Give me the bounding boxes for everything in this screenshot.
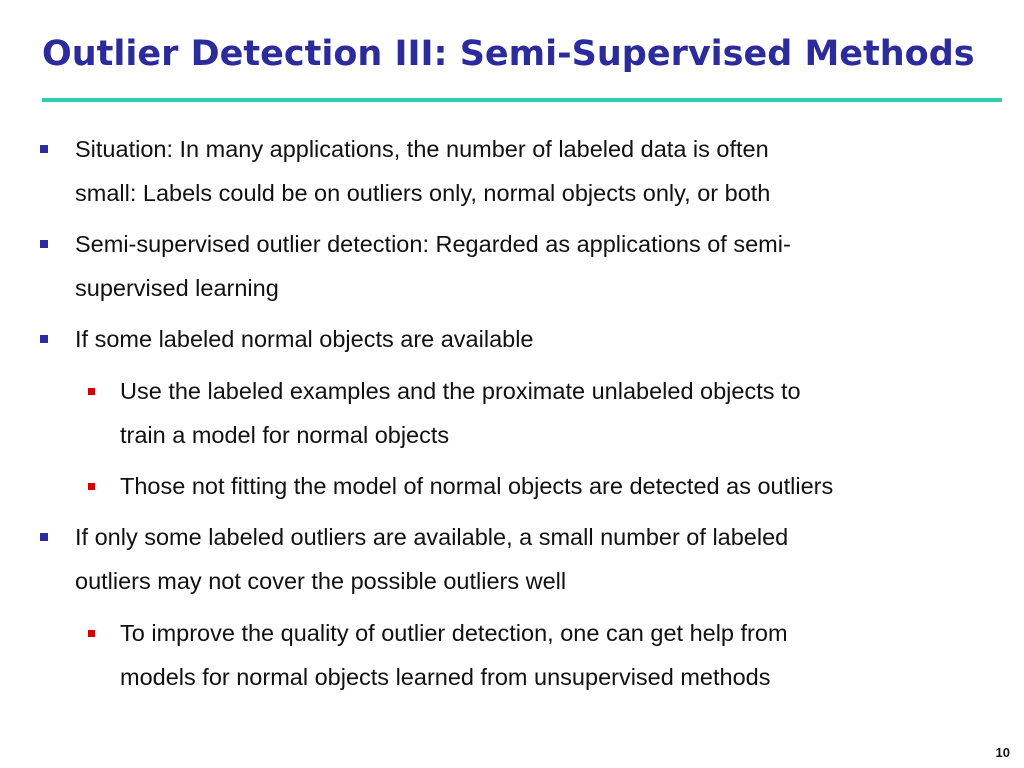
- bullet-line: small: Labels could be on outliers only, normal objects only, or both: [75, 180, 771, 206]
- bullet-line: If some labeled normal objects are available: [75, 326, 534, 352]
- bullet-line: train a model for normal objects: [120, 422, 450, 448]
- page-number: 10: [995, 745, 1010, 760]
- square-bullet-icon: [88, 630, 95, 637]
- square-bullet-icon: [40, 335, 48, 343]
- bullet-line: outliers may not cover the possible outliers well: [75, 568, 567, 594]
- square-bullet-icon: [40, 240, 48, 248]
- bullet-line: To improve the quality of outlier detection, one can get help from: [120, 620, 788, 646]
- bullet-line: models for normal objects learned from unsupervised methods: [120, 664, 771, 690]
- square-bullet-icon: [40, 533, 48, 541]
- bullet-line: supervised learning: [75, 275, 279, 301]
- square-bullet-icon: [88, 483, 95, 490]
- bullet-line: If only some labeled outliers are available, a small number of labeled: [75, 524, 789, 550]
- bullet-line: Situation: In many applications, the number of labeled data is often: [75, 136, 769, 162]
- bullet-line: Those not fitting the model of normal objects are detected as outliers: [120, 473, 834, 499]
- square-bullet-icon: [40, 145, 48, 153]
- bullet-line: Use the labeled examples and the proximate unlabeled objects to: [120, 378, 801, 404]
- slide-title: Outlier Detection III: Semi-Supervised Methods: [42, 34, 975, 74]
- bullet-line: Semi-supervised outlier detection: Regarded as applications of semi-: [75, 231, 791, 257]
- square-bullet-icon: [88, 388, 95, 395]
